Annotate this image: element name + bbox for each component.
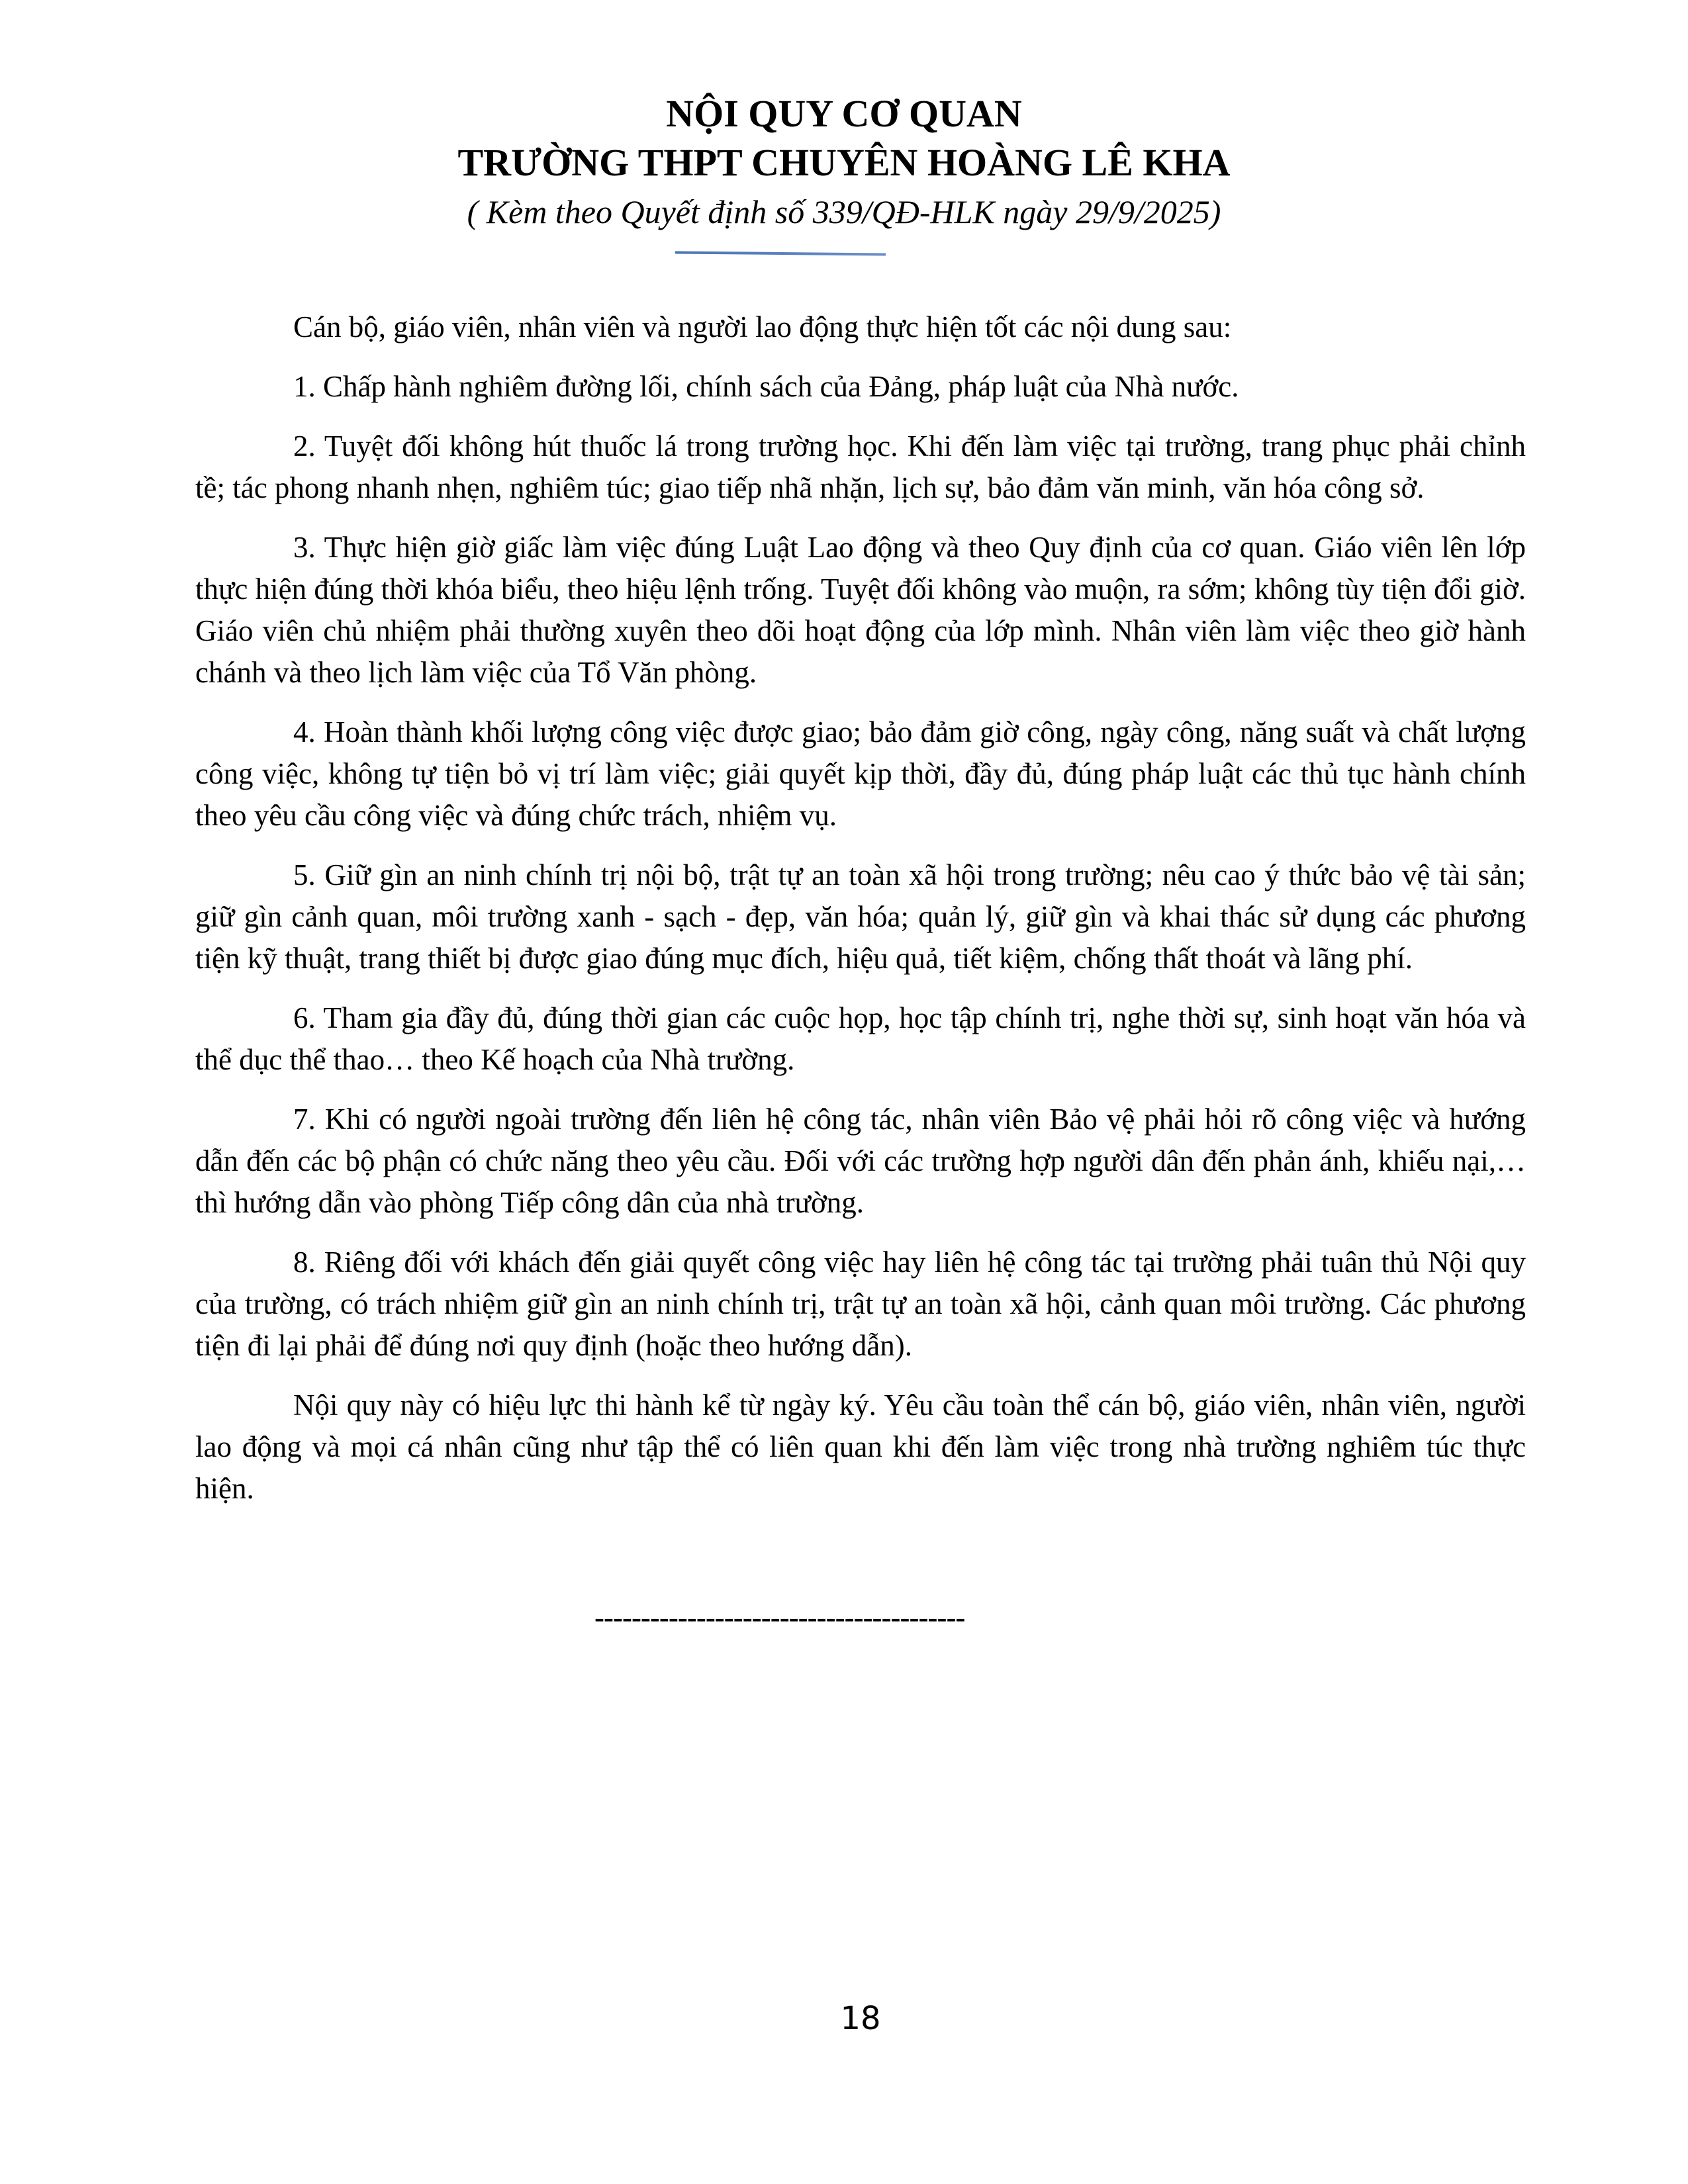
rule-item-7: 7. Khi có người ngoài trường đến liên hệ công tác, nhân viên Bảo vệ phải hỏi rõ công việc và hướng dẫn đến các bộ phận có chức năng theo yêu cầu. Đối với các trường hợp người dân đến phản ánh, khiếu nại,…thì hướng dẫn vào phòng Tiếp công dân của nhà trường. bbox=[195, 1103, 1526, 1219]
document-title-line-2: TRƯỜNG THPT CHUYÊN HOÀNG LÊ KHA bbox=[457, 141, 1231, 184]
document-header bbox=[0, 0, 1688, 255]
rule-item-1: 1. Chấp hành nghiêm đường lối, chính sách của Đảng, pháp luật của Nhà nước. bbox=[293, 370, 1239, 403]
rule-item-5: 5. Giữ gìn an ninh chính trị nội bộ, trật tự an toàn xã hội trong trường; nêu cao ý thức bảo vệ tài sản; giữ gìn cảnh quan, môi trường xanh - sạch - đẹp, văn hóa; quản lý, giữ gìn và khai thác sử dụng các phương tiện kỹ thuật, trang thiết bị được giao đúng mục đích, hiệu quả, tiết kiệm, chống thất thoát và lãng phí. bbox=[195, 858, 1526, 975]
document-body bbox=[195, 306, 1526, 1510]
document-title-line-1: NỘI QUY CƠ QUAN bbox=[666, 92, 1022, 135]
rule-item-3: 3. Thực hiện giờ giấc làm việc đúng Luật Lao động và theo Quy định của cơ quan. Giáo viên lên lớp thực hiện đúng thời khóa biểu, theo hiệu lệnh trống. Tuyệt đối không vào muộn, ra sớm; không tùy tiện đổi giờ. Giáo viên chủ nhiệm phải thường xuyên theo dõi hoạt động của lớp mình. Nhân viên làm việc theo giờ hành chánh và theo lịch làm việc của Tổ Văn phòng. bbox=[195, 531, 1526, 689]
header-divider-line bbox=[675, 251, 886, 255]
page-number: 18 bbox=[840, 2000, 881, 2037]
document-subtitle: ( Kèm theo Quyết định số 339/QĐ-HLK ngày 29/9/2025) bbox=[467, 193, 1221, 230]
rule-item-8: 8. Riêng đối với khách đến giải quyết công việc hay liên hệ công tác tại trường phải tuân thủ Nội quy của trường, có trách nhiệm giữ gìn an ninh chính trị, trật tự an toàn xã hội, cảnh quan môi trường. Các phương tiện đi lại phải để đúng nơi quy định (hoặc theo hướng dẫn). bbox=[195, 1246, 1526, 1362]
rule-item-4: 4. Hoàn thành khối lượng công việc được giao; bảo đảm giờ công, ngày công, năng suất và chất lượng công việc, không tự tiện bỏ vị trí làm việc; giải quyết kịp thời, đầy đủ, đúng pháp luật các thủ tục hành chính theo yêu cầu công việc và đúng chức trách, nhiệm vụ. bbox=[195, 715, 1526, 832]
rule-item-2: 2. Tuyệt đối không hút thuốc lá trong trường học. Khi đến làm việc tại trường, trang phục phải chỉnh tề; tác phong nhanh nhẹn, nghiêm túc; giao tiếp nhã nhặn, lịch sự, bảo đảm văn minh, văn hóa công sở. bbox=[195, 430, 1526, 504]
intro-paragraph: Cán bộ, giáo viên, nhân viên và người lao động thực hiện tốt các nội dung sau: bbox=[293, 310, 1232, 343]
end-separator: ---------------------------------------- bbox=[594, 1601, 965, 1634]
closing-paragraph: Nội quy này có hiệu lực thi hành kể từ ngày ký. Yêu cầu toàn thể cán bộ, giáo viên, nhân viên, người lao động và mọi cá nhân cũng như tập thể có liên quan khi đến làm việc trong nhà trường nghiêm túc thực hiện. bbox=[195, 1388, 1526, 1505]
rule-item-6: 6. Tham gia đầy đủ, đúng thời gian các cuộc họp, học tập chính trị, nghe thời sự, sinh hoạt văn hóa và thể dục thể thao… theo Kế hoạch của Nhà trường. bbox=[195, 1001, 1526, 1076]
